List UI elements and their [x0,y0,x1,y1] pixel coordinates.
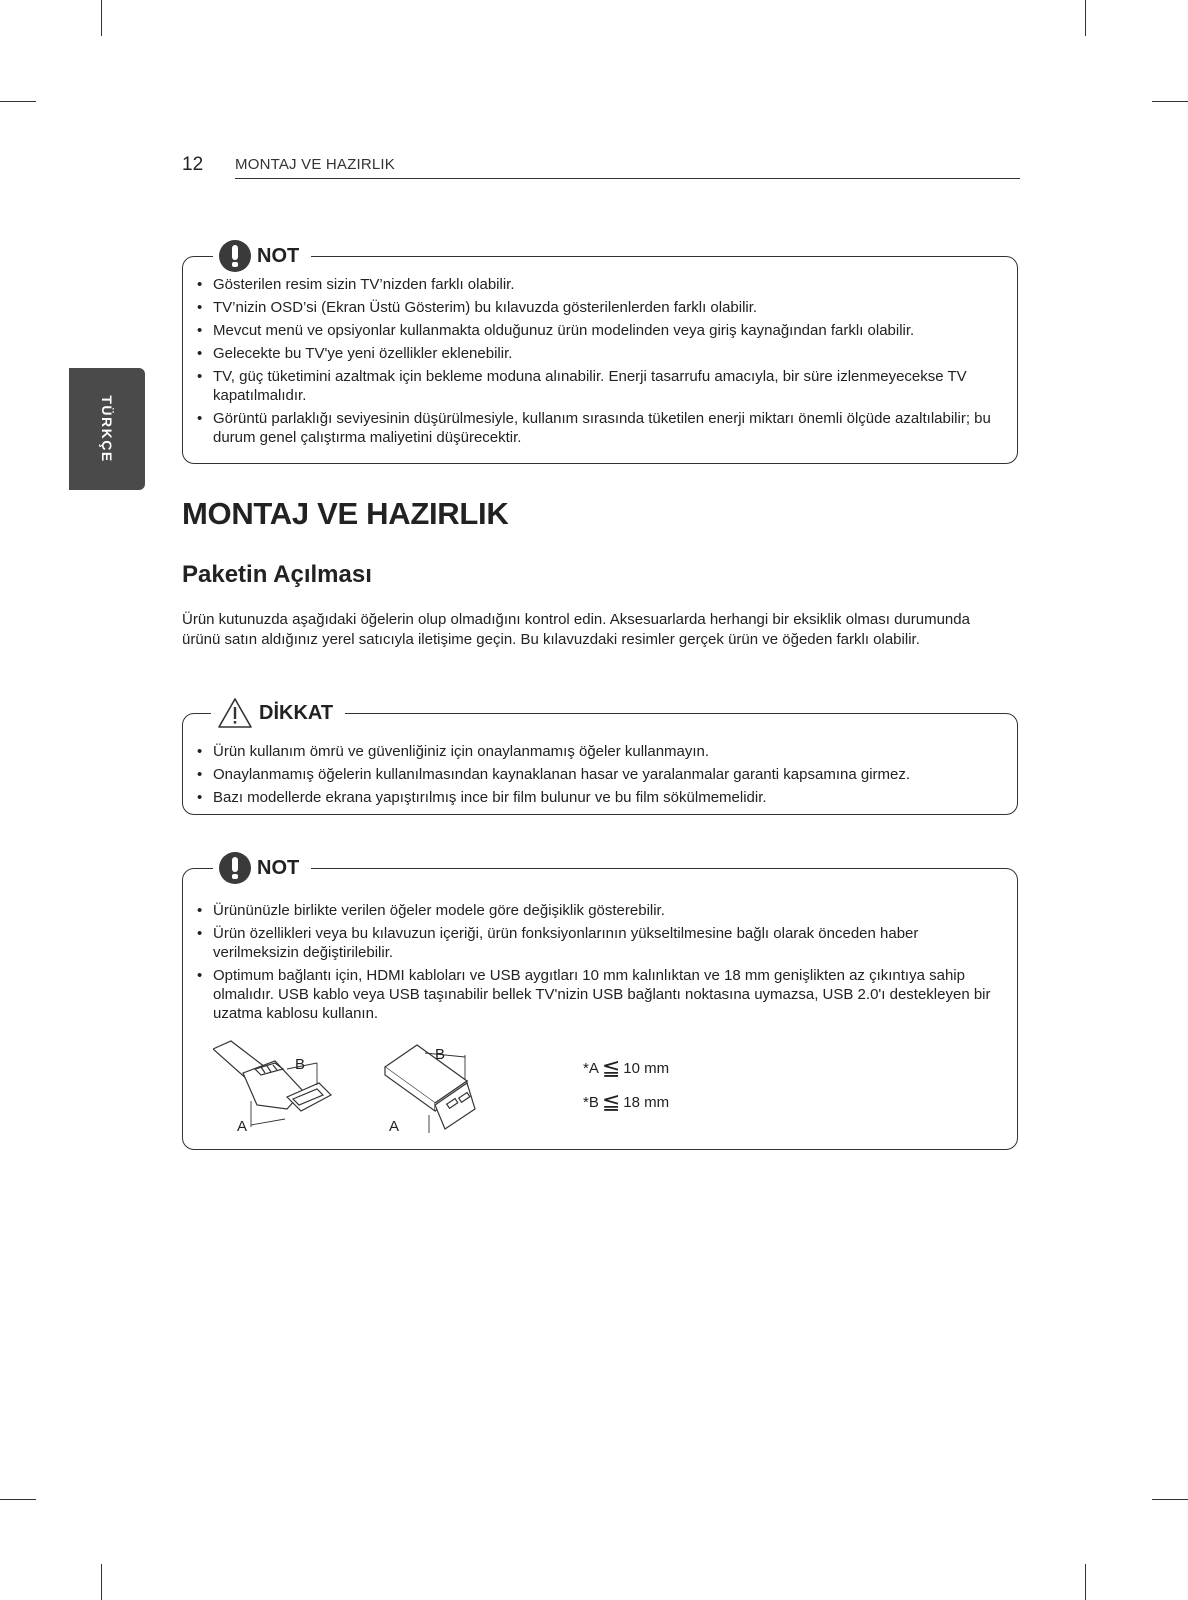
list-item: • Görüntü parlaklığı seviyesinin düşürülmesiyle, kullanım sırasında tüketilen enerji miktarı önemli ölçüde azaltılabilir; bu durum genel çalıştırma maliyetini düşürecektir. [197,409,997,447]
section-subtitle: Paketin Açılması [182,561,372,588]
spec-a-prefix: *A [583,1060,599,1077]
usb-label-b: B [435,1046,446,1063]
note-label: NOT [257,244,300,267]
list-item: • Gelecekte bu TV'ye yeni özellikler eklenebilir. [197,344,997,363]
spec-b-prefix: *B [583,1094,599,1111]
page-number: 12 [182,154,204,175]
list-item: • Mevcut menü ve opsiyonlar kullanmakta olduğunuz ürün modelinden veya giriş kaynağından farklı olabilir. [197,321,997,340]
note-box-2 [182,856,1018,1150]
note-box-1 [182,244,1018,464]
intro-paragraph: Ürün kutunuzda aşağıdaki öğelerin olup olmadığını kontrol edin. Aksesuarlarda herhangi bir eksiklik olması durumunda ürünü satın aldığınız yerel satıcıyla iletişime geçin. Bu kılavuzdaki resimler gerçek ürün ve öğeden farklı olabilir. [182,611,970,648]
list-item: • Gösterilen resim sizin TV’nizden farklı olabilir. [197,275,997,294]
list-item: • TV’nizin OSD’si (Ekran Üstü Gösterim) bu kılavuzda gösterilenlerden farklı olabilir. [197,298,997,317]
section-title: MONTAJ VE HAZIRLIK [182,496,509,531]
list-item: • Ürün kullanım ömrü ve güvenliğiniz için onaylanmamış öğeler kullanmayın. [197,742,997,761]
note-1-list [197,275,997,451]
usb-label-a: A [389,1118,400,1135]
language-label: TÜRKÇE [99,395,115,463]
list-item: • Ürün özellikleri veya bu kılavuzun içeriği, ürün fonksiyonlarının yükseltilmesine bağlı olarak önceden haber verilmeksizin değiştirilebilir. [197,924,997,962]
caution-box [182,701,1018,815]
spec-a-value: 10 mm [623,1060,670,1077]
warning-triangle-icon [217,697,253,729]
header-rule [235,178,1020,179]
list-item: • Onaylanmamış öğelerin kullanılmasından kaynaklanan hasar ve yaralanmalar garanti kapsamına girmez. [197,765,997,784]
caution-list [197,742,997,811]
running-title: MONTAJ VE HAZIRLIK [235,156,396,173]
note-box-2-title [213,851,311,885]
list-item: • Optimum bağlantı için, HDMI kabloları ve USB aygıtları 10 mm kalınlıktan ve 18 mm genişlikten az çıkıntıya sahip olmalıdır. USB kablo veya USB taşınabilir bellek TV'nizin USB bağlantı noktasına uymazsa, USB 2.0'ı destekleyen bir uzatma kablosu kullanın. [197,966,997,1023]
caution-label: DİKKAT [259,701,334,724]
list-item: • TV, güç tüketimini azaltmak için bekleme moduna alınabilir. Enerji tasarrufu amacıyla, bir süre izlenmeyecekse TV kapatılmalıdır. [197,367,997,405]
hdmi-label-a: A [237,1118,248,1135]
list-item: • Ürününüzle birlikte verilen öğeler modele göre değişiklik gösterebilir. [197,901,997,920]
less-equal-symbol: ≦ [601,1055,621,1080]
hdmi-connector-drawing [213,1041,331,1127]
exclamation-icon [219,852,251,884]
exclamation-icon [219,240,251,272]
spec-b-value: 18 mm [623,1094,670,1111]
spec-a [583,1055,669,1081]
language-side-tab [69,368,145,490]
list-item: • Bazı modellerde ekrana yapıştırılmış ince bir film bulunur ve bu film sökülmemelidir. [197,788,997,807]
page-header [182,150,1020,180]
less-equal-symbol: ≦ [601,1089,621,1114]
caution-box-title [211,696,345,730]
hdmi-label-b: B [295,1056,306,1073]
note-box-1-title [213,239,311,273]
note-2-list [197,901,997,1027]
spec-b [583,1089,669,1115]
note-label: NOT [257,856,300,879]
